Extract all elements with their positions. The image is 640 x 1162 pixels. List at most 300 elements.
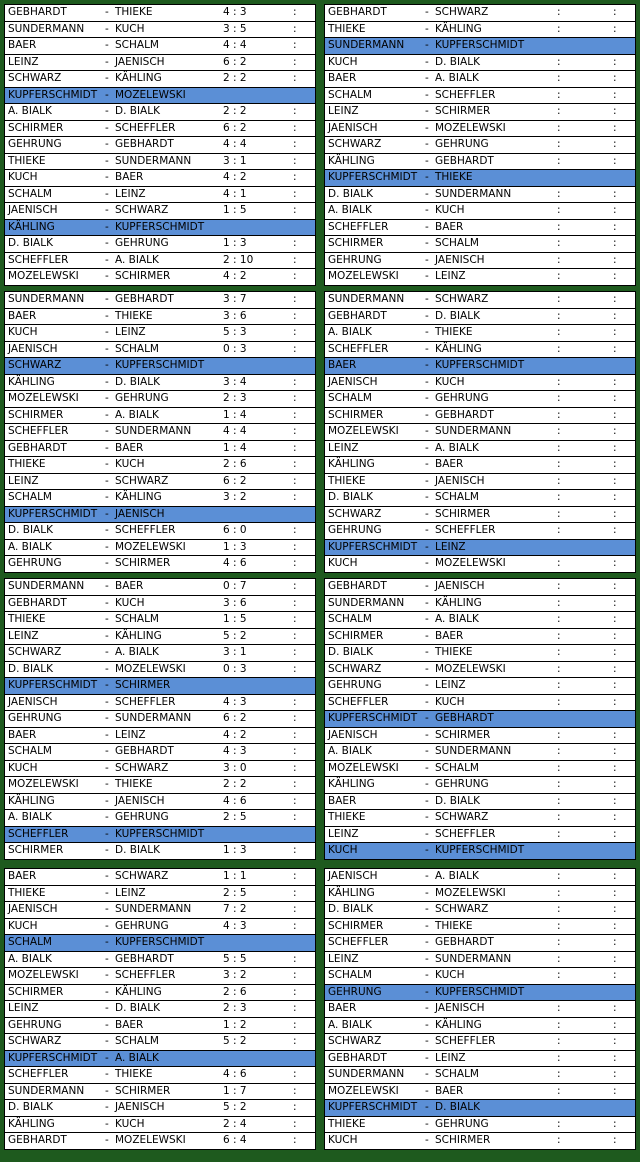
match-result: :: [557, 903, 561, 915]
away-team: KUCH: [435, 204, 465, 216]
match-result: :: [557, 557, 561, 569]
match-dash: -: [425, 1018, 429, 1031]
away-team: SCHEFFLER: [115, 969, 176, 981]
match-dash: -: [425, 1117, 429, 1130]
fixture-row: [325, 474, 635, 491]
fixture-row: [5, 843, 315, 860]
away-team: BAER: [435, 220, 464, 233]
match-dash: -: [105, 679, 109, 691]
fixture-row: [5, 728, 315, 745]
points-separator: :: [613, 613, 617, 625]
fixture-row: [325, 744, 635, 761]
home-team: SCHWARZ: [328, 507, 382, 520]
fixture-row-highlighted: [5, 358, 315, 375]
away-team: SCHIRMER: [115, 557, 171, 569]
fixture-row: [325, 457, 635, 474]
points-separator: :: [293, 728, 297, 741]
points-separator: :: [613, 1018, 617, 1031]
points-separator: :: [613, 1084, 617, 1097]
match-result: :: [557, 1068, 561, 1080]
away-team: KÄHLING: [435, 596, 482, 609]
match-result: :: [557, 1084, 561, 1097]
match-result: :: [557, 408, 561, 421]
match-dash: -: [105, 985, 109, 998]
fixture-row: [325, 121, 635, 138]
match-result: 2 : 2: [223, 72, 247, 84]
fixture-row-highlighted: [5, 220, 315, 237]
fixture-row: [5, 886, 315, 903]
home-team: KÄHLING: [8, 375, 55, 388]
points-separator: :: [613, 491, 617, 503]
match-dash: -: [425, 580, 429, 592]
match-dash: -: [425, 903, 429, 915]
fixture-row-highlighted: [5, 1051, 315, 1068]
match-result: :: [557, 220, 561, 233]
fixture-row: [5, 645, 315, 662]
away-team: KÄHLING: [435, 1018, 482, 1031]
points-separator: :: [613, 778, 617, 790]
home-team: MOZELEWSKI: [328, 761, 399, 774]
away-team: GEHRUNG: [435, 778, 489, 790]
match-dash: -: [425, 6, 429, 18]
away-team: KÄHLING: [435, 22, 482, 35]
away-team: KUCH: [435, 695, 465, 708]
away-team: A. BIALK: [115, 1051, 159, 1064]
home-team: SCHIRMER: [8, 844, 64, 856]
away-team: THIEKE: [435, 171, 473, 183]
away-team: SCHIRMER: [435, 507, 491, 520]
match-result: :: [557, 458, 561, 470]
fixture-row: [325, 1001, 635, 1018]
match-dash: -: [425, 22, 429, 35]
points-separator: :: [293, 204, 297, 216]
points-separator: :: [613, 154, 617, 167]
match-result: 1 : 3: [223, 844, 247, 856]
match-dash: -: [105, 326, 109, 338]
fixture-block: [4, 578, 316, 860]
away-team: GEBHARDT: [435, 936, 494, 948]
points-separator: :: [293, 441, 297, 454]
fixture-row: [325, 187, 635, 204]
points-separator: :: [293, 985, 297, 998]
home-team: SUNDERMANN: [8, 1084, 85, 1097]
match-result: :: [557, 596, 561, 609]
away-team: D. BIALK: [115, 105, 160, 117]
home-team: GEHRUNG: [328, 985, 382, 998]
home-team: KUCH: [8, 761, 38, 774]
fixture-row: [5, 22, 315, 39]
points-separator: :: [293, 342, 297, 355]
match-dash: -: [105, 392, 109, 404]
fixture-row: [5, 1067, 315, 1084]
home-team: SCHEFFLER: [328, 936, 389, 948]
points-separator: :: [613, 474, 617, 487]
match-dash: -: [425, 121, 429, 134]
match-result: 3 : 1: [223, 154, 247, 167]
match-result: 4 : 2: [223, 171, 247, 183]
away-team: SCHWARZ: [435, 6, 489, 18]
away-team: MOZELEWSKI: [115, 88, 186, 101]
fixture-row-highlighted: [325, 985, 635, 1002]
match-dash: -: [425, 778, 429, 790]
away-team: SCHIRMER: [435, 1134, 491, 1146]
fixture-block: [4, 291, 316, 573]
away-team: SUNDERMANN: [115, 903, 192, 915]
match-dash: -: [105, 171, 109, 183]
fixture-row: [325, 761, 635, 778]
match-dash: -: [425, 171, 429, 183]
fixture-row: [325, 952, 635, 969]
away-team: SCHWARZ: [115, 761, 169, 774]
match-result: 2 : 3: [223, 1002, 247, 1014]
away-team: KUPFERSCHMIDT: [435, 985, 525, 998]
match-dash: -: [105, 270, 109, 282]
home-team: SCHWARZ: [8, 359, 62, 371]
match-dash: -: [105, 6, 109, 18]
fixture-row: [325, 1051, 635, 1068]
fixture-row: [5, 968, 315, 985]
fixture-row: [325, 810, 635, 827]
points-separator: :: [613, 1134, 617, 1146]
fixture-row-highlighted: [5, 827, 315, 844]
points-separator: :: [293, 540, 297, 553]
match-dash: -: [425, 728, 429, 741]
home-team: A. BIALK: [8, 105, 52, 117]
fixture-row: [5, 794, 315, 811]
home-team: KUCH: [8, 171, 38, 183]
points-separator: :: [293, 1002, 297, 1014]
match-dash: -: [425, 105, 429, 117]
match-result: :: [557, 72, 561, 84]
fixture-row: [325, 5, 635, 22]
away-team: SCHALM: [435, 761, 479, 774]
home-team: SUNDERMANN: [328, 39, 405, 51]
fixture-row: [325, 424, 635, 441]
match-result: :: [557, 121, 561, 134]
away-team: SCHIRMER: [435, 105, 491, 117]
match-dash: -: [105, 359, 109, 371]
home-team: LEINZ: [328, 105, 359, 117]
points-separator: :: [293, 761, 297, 774]
match-dash: -: [425, 55, 429, 68]
match-dash: -: [105, 237, 109, 249]
away-team: MOZELEWSKI: [435, 121, 506, 134]
match-dash: -: [425, 1051, 429, 1064]
away-team: JAENISCH: [435, 474, 485, 487]
away-team: JAENISCH: [435, 580, 485, 592]
match-result: :: [557, 491, 561, 503]
match-result: 4 : 6: [223, 1068, 247, 1080]
fixture-row: [325, 662, 635, 679]
fixture-row: [5, 777, 315, 794]
match-dash: -: [105, 827, 109, 840]
match-result: 7 : 2: [223, 903, 247, 915]
away-team: LEINZ: [115, 728, 146, 741]
home-team: SUNDERMANN: [8, 580, 85, 592]
match-dash: -: [105, 441, 109, 454]
away-team: THIEKE: [115, 6, 153, 18]
match-dash: -: [105, 220, 109, 233]
match-result: :: [557, 919, 561, 932]
match-dash: -: [105, 253, 109, 266]
away-team: SUNDERMANN: [435, 952, 512, 965]
home-team: GEHRUNG: [8, 557, 62, 569]
home-team: KUPFERSCHMIDT: [8, 507, 98, 520]
fixture-row: [5, 342, 315, 359]
points-separator: :: [613, 761, 617, 774]
home-team: MOZELEWSKI: [8, 270, 79, 282]
match-dash: -: [105, 1101, 109, 1113]
away-team: KUCH: [435, 375, 465, 388]
away-team: SCHALM: [115, 39, 159, 51]
match-result: 2 : 10: [223, 253, 254, 266]
away-team: BAER: [115, 1018, 144, 1031]
match-dash: -: [105, 55, 109, 68]
match-result: 5 : 2: [223, 1035, 247, 1047]
home-team: D. BIALK: [8, 524, 53, 536]
match-dash: -: [105, 507, 109, 520]
fixture-row: [325, 794, 635, 811]
match-result: 3 : 2: [223, 491, 247, 503]
match-result: :: [557, 761, 561, 774]
home-team: KÄHLING: [328, 778, 375, 790]
points-separator: :: [613, 22, 617, 35]
home-team: KUPFERSCHMIDT: [328, 1101, 418, 1113]
fixture-row: [5, 408, 315, 425]
away-team: GEBHARDT: [115, 952, 174, 965]
match-result: :: [557, 154, 561, 167]
points-separator: :: [613, 220, 617, 233]
match-dash: -: [425, 712, 429, 724]
points-separator: :: [293, 6, 297, 18]
home-team: BAER: [8, 728, 37, 741]
points-separator: :: [293, 309, 297, 322]
match-result: 4 : 2: [223, 728, 247, 741]
fixture-row: [5, 5, 315, 22]
match-result: 4 : 2: [223, 270, 247, 282]
match-result: 6 : 2: [223, 121, 247, 134]
match-dash: -: [425, 1084, 429, 1097]
match-result: :: [557, 580, 561, 592]
fixture-row: [325, 441, 635, 458]
match-result: 4 : 6: [223, 794, 247, 807]
fixture-row: [5, 137, 315, 154]
match-result: 3 : 0: [223, 761, 247, 774]
points-separator: :: [293, 392, 297, 404]
match-result: :: [557, 1051, 561, 1064]
home-team: GEBHARDT: [328, 6, 387, 18]
home-team: KUCH: [328, 1134, 358, 1146]
match-dash: -: [105, 870, 109, 882]
match-dash: -: [425, 524, 429, 536]
match-result: 4 : 4: [223, 425, 247, 437]
match-dash: -: [105, 72, 109, 84]
match-result: 6 : 2: [223, 474, 247, 487]
home-team: SCHALM: [8, 187, 52, 200]
home-team: KUCH: [328, 557, 358, 569]
fixture-row: [5, 1084, 315, 1101]
fixture-row: [5, 744, 315, 761]
points-separator: :: [293, 121, 297, 134]
away-team: GEBHARDT: [115, 293, 174, 305]
home-team: SCHALM: [328, 392, 372, 404]
points-separator: :: [613, 811, 617, 823]
match-dash: -: [425, 745, 429, 757]
fixture-row: [5, 325, 315, 342]
away-team: SCHALM: [435, 491, 479, 503]
fixture-row: [325, 55, 635, 72]
match-result: 1 : 3: [223, 540, 247, 553]
match-dash: -: [105, 580, 109, 592]
match-result: 0 : 7: [223, 580, 247, 592]
points-separator: :: [293, 580, 297, 592]
match-result: :: [557, 88, 561, 101]
home-team: SCHIRMER: [328, 629, 384, 642]
away-team: JAENISCH: [115, 794, 165, 807]
away-team: LEINZ: [115, 187, 146, 200]
fixture-row: [5, 253, 315, 270]
match-result: :: [557, 695, 561, 708]
home-team: BAER: [8, 870, 37, 882]
points-separator: :: [293, 293, 297, 305]
points-separator: :: [613, 309, 617, 322]
points-separator: :: [613, 1002, 617, 1014]
away-team: SCHWARZ: [435, 293, 489, 305]
points-separator: :: [613, 745, 617, 757]
home-team: GEHRUNG: [8, 712, 62, 724]
match-result: :: [557, 441, 561, 454]
fixture-row: [325, 1034, 635, 1051]
away-team: KUCH: [435, 969, 465, 981]
match-result: :: [557, 474, 561, 487]
points-separator: :: [293, 524, 297, 536]
home-team: SCHALM: [8, 936, 52, 948]
away-team: THIEKE: [115, 309, 153, 322]
fixture-row: [5, 490, 315, 507]
fixture-row: [5, 154, 315, 171]
match-dash: -: [105, 646, 109, 658]
home-team: LEINZ: [328, 827, 359, 840]
points-separator: :: [293, 1018, 297, 1031]
fixture-row: [5, 292, 315, 309]
fixture-row: [325, 645, 635, 662]
home-team: SUNDERMANN: [8, 22, 85, 35]
points-separator: :: [613, 728, 617, 741]
match-dash: -: [105, 1117, 109, 1130]
away-team: LEINZ: [115, 886, 146, 899]
fixture-row: [5, 952, 315, 969]
fixture-row: [325, 827, 635, 844]
away-team: SCHALM: [115, 342, 159, 355]
match-dash: -: [425, 253, 429, 266]
points-separator: :: [293, 712, 297, 724]
home-team: JAENISCH: [8, 204, 58, 216]
home-team: SCHALM: [8, 745, 52, 757]
away-team: LEINZ: [435, 540, 466, 553]
match-dash: -: [105, 187, 109, 200]
fixture-block: [324, 4, 636, 286]
home-team: SCHEFFLER: [8, 425, 69, 437]
match-dash: -: [105, 1134, 109, 1146]
away-team: GEBHARDT: [435, 408, 494, 421]
points-separator: :: [613, 204, 617, 216]
match-dash: -: [425, 1068, 429, 1080]
home-team: THIEKE: [8, 886, 46, 899]
away-team: BAER: [115, 171, 144, 183]
points-separator: :: [293, 72, 297, 84]
match-result: :: [557, 794, 561, 807]
home-team: SUNDERMANN: [8, 293, 85, 305]
home-team: GEBHARDT: [328, 1051, 387, 1064]
away-team: SCHWARZ: [115, 474, 169, 487]
points-separator: :: [293, 557, 297, 569]
fixture-row-highlighted: [325, 170, 635, 187]
fixture-row: [325, 523, 635, 540]
home-team: JAENISCH: [328, 870, 378, 882]
points-separator: :: [613, 293, 617, 305]
home-team: KÄHLING: [328, 886, 375, 899]
home-team: GEHRUNG: [328, 524, 382, 536]
fixture-row: [325, 1084, 635, 1101]
match-result: 1 : 4: [223, 441, 247, 454]
match-result: 1 : 2: [223, 1018, 247, 1031]
home-team: SCHEFFLER: [8, 827, 69, 840]
fixture-row-highlighted: [5, 507, 315, 524]
home-team: LEINZ: [8, 1002, 39, 1014]
away-team: SCHEFFLER: [115, 695, 176, 708]
points-separator: :: [293, 903, 297, 915]
points-separator: :: [293, 138, 297, 150]
away-team: D. BIALK: [435, 794, 480, 807]
match-dash: -: [105, 105, 109, 117]
fixture-row-highlighted: [5, 88, 315, 105]
match-dash: -: [425, 392, 429, 404]
match-dash: -: [425, 39, 429, 51]
match-result: 1 : 7: [223, 1084, 247, 1097]
points-separator: :: [613, 827, 617, 840]
match-dash: -: [105, 886, 109, 899]
away-team: KUPFERSCHMIDT: [115, 827, 205, 840]
points-separator: :: [613, 936, 617, 948]
match-dash: -: [105, 936, 109, 948]
home-team: SCHALM: [328, 969, 372, 981]
match-result: 3 : 2: [223, 969, 247, 981]
match-dash: -: [425, 886, 429, 899]
match-dash: -: [105, 425, 109, 437]
home-team: SCHEFFLER: [8, 253, 69, 266]
fixture-row: [5, 810, 315, 827]
away-team: SCHWARZ: [115, 204, 169, 216]
points-separator: :: [613, 458, 617, 470]
points-separator: :: [293, 794, 297, 807]
home-team: D. BIALK: [328, 903, 373, 915]
home-team: SCHIRMER: [8, 985, 64, 998]
fixture-row: [325, 375, 635, 392]
away-team: D. BIALK: [435, 1101, 480, 1113]
fixture-row: [325, 1117, 635, 1134]
away-team: LEINZ: [115, 326, 146, 338]
home-team: THIEKE: [328, 1117, 366, 1130]
points-separator: :: [293, 1117, 297, 1130]
away-team: KUPFERSCHMIDT: [115, 220, 205, 233]
home-team: SCHIRMER: [8, 408, 64, 421]
points-separator: :: [293, 1084, 297, 1097]
away-team: THIEKE: [115, 1068, 153, 1080]
match-result: :: [557, 138, 561, 150]
match-dash: -: [105, 969, 109, 981]
away-team: BAER: [435, 629, 464, 642]
match-dash: -: [425, 270, 429, 282]
